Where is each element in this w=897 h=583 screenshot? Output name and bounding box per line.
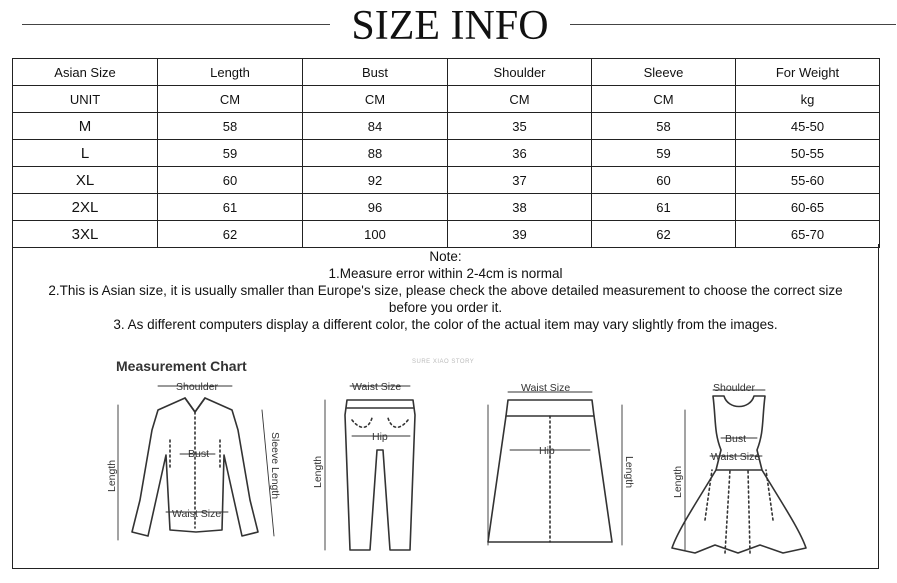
table-cell: 35: [448, 113, 592, 140]
skirt-illustration: [488, 400, 612, 542]
header-cell: Bust: [303, 59, 448, 86]
unit-cell: CM: [303, 86, 448, 113]
size-cell: 3XL: [13, 221, 158, 248]
unit-cell: CM: [448, 86, 592, 113]
table-cell: 61: [158, 194, 303, 221]
table-cell: 60: [158, 167, 303, 194]
skirt-waist-label: Waist Size: [521, 382, 571, 394]
table-cell: 88: [303, 140, 448, 167]
table-cell: 45-50: [736, 113, 880, 140]
unit-cell: kg: [736, 86, 880, 113]
pants-waist-label: Waist Size: [352, 381, 402, 393]
unit-cell: CM: [158, 86, 303, 113]
shirt-bust-label: Bust: [188, 448, 210, 460]
shirt-length-label: Length: [106, 459, 118, 492]
dress-illustration: [672, 396, 806, 553]
dress-bust-label: Bust: [725, 433, 747, 445]
note-line-2: 2.This is Asian size, it is usually smaller than Europe's size, please check the above detailed measurement to choose the correct size: [48, 283, 843, 298]
note-line-1: 1.Measure error within 2-4cm is normal: [328, 266, 563, 281]
table-cell: 50-55: [736, 140, 880, 167]
note-line-2-cont: before you order it.: [388, 300, 503, 315]
table-cell: 36: [448, 140, 592, 167]
table-cell: 65-70: [736, 221, 880, 248]
header-cell: Length: [158, 59, 303, 86]
skirt-hip-label: Hip: [539, 445, 555, 457]
size-cell: M: [13, 113, 158, 140]
header-cell: For Weight: [736, 59, 880, 86]
skirt-length-label: Length: [623, 456, 635, 489]
table-cell: 37: [448, 167, 592, 194]
pants-hip-label: Hip: [372, 431, 388, 443]
table-cell: 96: [303, 194, 448, 221]
dress-length-label: Length: [672, 465, 684, 498]
pants-length-label: Length: [312, 455, 324, 488]
size-cell: XL: [13, 167, 158, 194]
shirt-waist-label: Waist Size: [172, 508, 222, 520]
table-cell: 60: [592, 167, 736, 194]
shirt-shoulder-label: Shoulder: [176, 381, 219, 393]
note-heading: Note:: [429, 249, 462, 264]
table-cell: 100: [303, 221, 448, 248]
table-cell: 59: [592, 140, 736, 167]
header-cell: Shoulder: [448, 59, 592, 86]
measurement-arrows: [118, 386, 765, 550]
table-cell: 62: [592, 221, 736, 248]
header-cell: Sleeve: [592, 59, 736, 86]
shirt-sleeve-label: Sleeve Length: [269, 432, 281, 500]
dress-shoulder-label: Shoulder: [713, 382, 756, 394]
table-cell: 58: [592, 113, 736, 140]
size-cell: 2XL: [13, 194, 158, 221]
table-cell: 61: [592, 194, 736, 221]
table-cell: 92: [303, 167, 448, 194]
table-cell: 59: [158, 140, 303, 167]
table-cell: 62: [158, 221, 303, 248]
unit-cell: CM: [592, 86, 736, 113]
unit-cell: UNIT: [13, 86, 158, 113]
header-cell: Asian Size: [13, 59, 158, 86]
table-cell: 38: [448, 194, 592, 221]
measurement-chart-title: Measurement Chart: [116, 358, 247, 374]
watermark: SURE XIAO STORY: [412, 359, 475, 365]
table-cell: 58: [158, 113, 303, 140]
table-cell: 39: [448, 221, 592, 248]
table-cell: 84: [303, 113, 448, 140]
note-line-3: 3. As different computers display a different color, the color of the actual item may vary slightly from the images.: [113, 317, 778, 332]
pants-illustration: [345, 400, 415, 550]
size-cell: L: [13, 140, 158, 167]
table-cell: 55-60: [736, 167, 880, 194]
dress-waist-label: Waist Size: [711, 451, 761, 463]
table-cell: 60-65: [736, 194, 880, 221]
page-title: SIZE INFO: [351, 3, 549, 49]
